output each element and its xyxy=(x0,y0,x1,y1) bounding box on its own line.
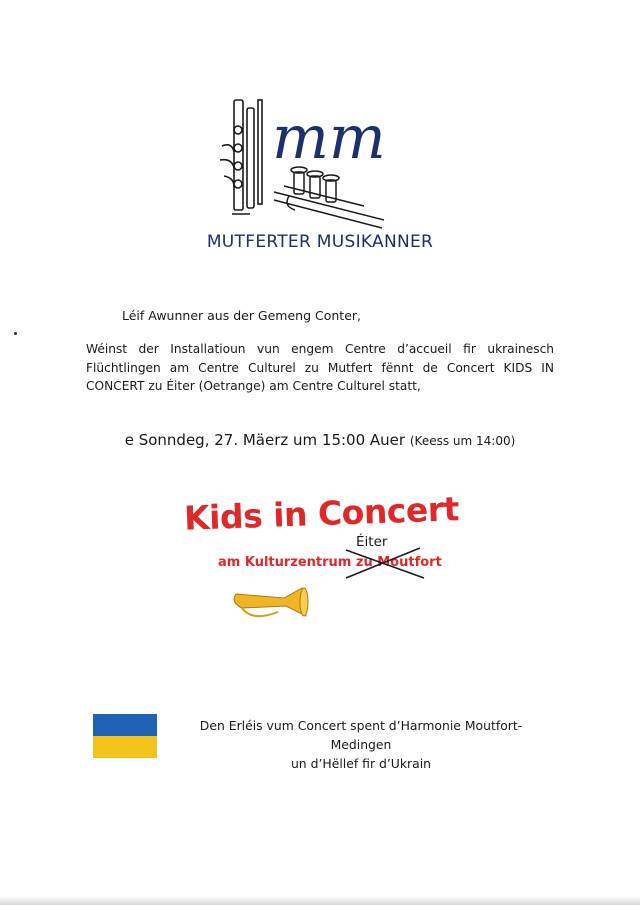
organisation-name: MUTFERTER MUSIKANNER xyxy=(206,232,434,252)
handwritten-correction: Éiter xyxy=(356,534,388,550)
logo-monogram: mm xyxy=(272,103,386,173)
event-datetime xyxy=(0,431,640,449)
letter-greeting: Léif Awunner aus der Gemeng Conter, xyxy=(122,308,362,323)
scan-bottom-edge xyxy=(0,896,640,905)
musikanner-logo xyxy=(214,96,389,231)
event-date: e Sonndeg, 27. Mäerz um 15:00 Auer xyxy=(124,431,406,449)
poster-struck-place: Moutfort xyxy=(377,555,442,570)
scan-speck xyxy=(14,332,17,335)
letter-paragraph: Wéinst der Installatioun vun engem Centre d’accueil fir ukrainesch Flüchtlingen am Centre Culturel zu Mutfert fënnt de Concert KIDS IN CONCERT zu Éiter (Oetrange) am Centre Culturel statt, xyxy=(86,342,554,393)
donation-note-line-1: Den Erléis vum Concert spent d’Harmonie Moutfort-Medingen xyxy=(199,718,523,752)
flag-yellow-stripe xyxy=(93,736,157,758)
trumpet-valves-icon xyxy=(274,167,384,228)
donation-note-line-2: un d’Hëllef fir d’Ukrain xyxy=(290,756,432,771)
poster-subtitle-prefix: am Kulturzentrum zu xyxy=(218,555,373,570)
ukraine-flag xyxy=(93,714,157,758)
clarinet-icon xyxy=(220,100,262,214)
flag-blue-stripe xyxy=(93,714,157,736)
donation-note xyxy=(176,716,546,773)
poster-title: Kids in Concert xyxy=(183,489,460,538)
strike-cross-icon xyxy=(340,544,430,582)
bugle-icon xyxy=(232,584,320,626)
event-entry-time: (Keess um 14:00) xyxy=(409,434,516,448)
